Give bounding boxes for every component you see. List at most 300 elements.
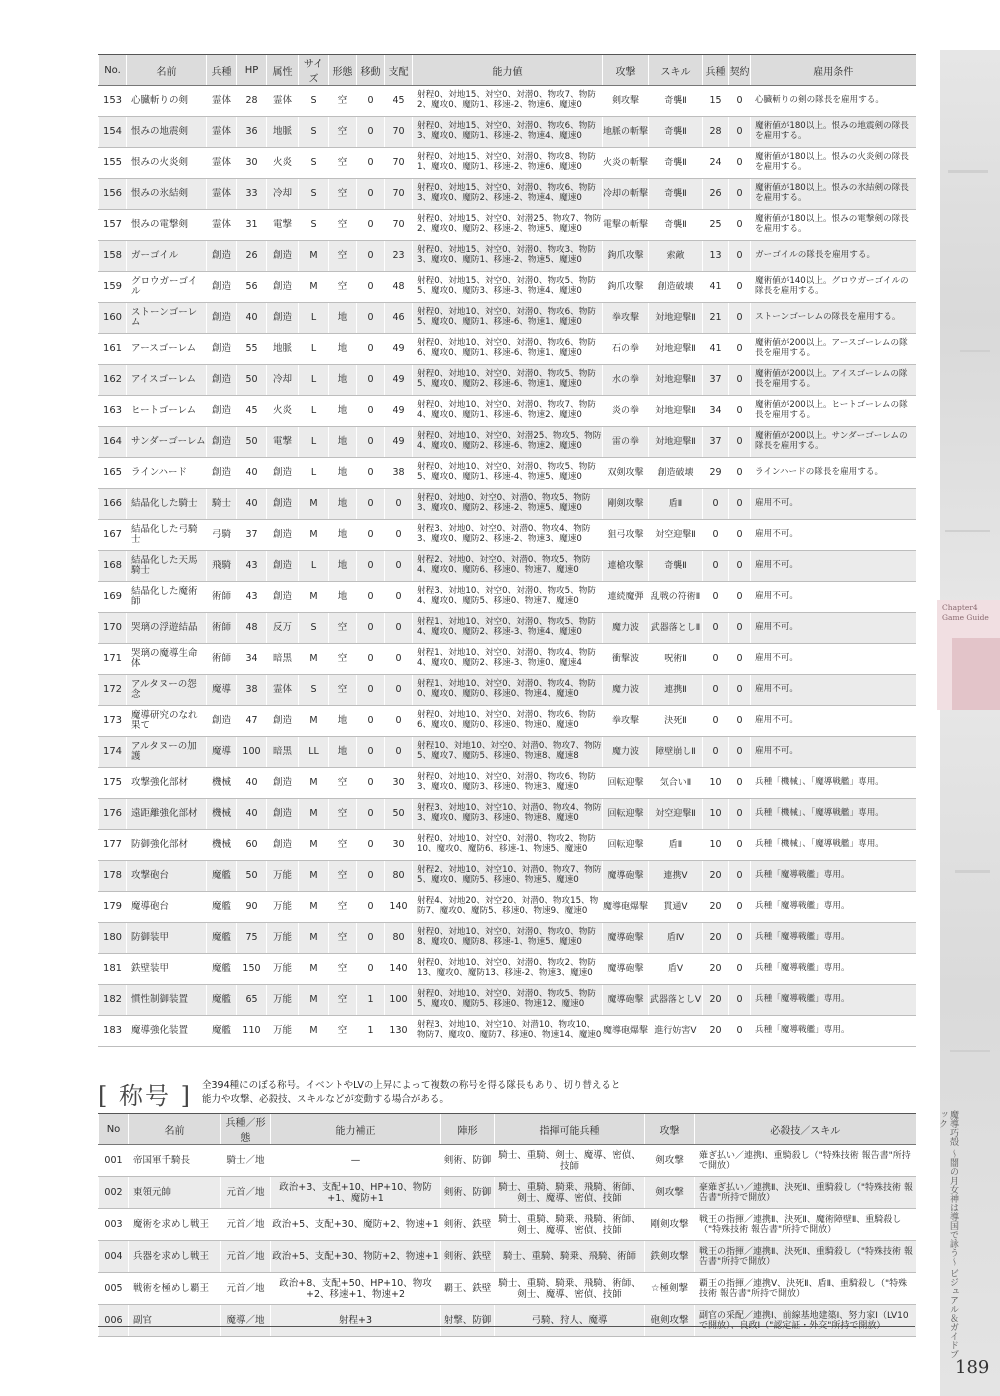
row-no: 153: [99, 86, 127, 117]
row-attack: 回転迎撃: [603, 799, 649, 830]
row-size: L: [299, 427, 329, 458]
row-count: 0: [703, 644, 729, 675]
row-size: M: [299, 985, 329, 1016]
title-bonus: 射程+3: [271, 1305, 441, 1337]
row-hp: 43: [237, 582, 267, 613]
row-form: 空: [329, 830, 357, 861]
header-move: 移動: [357, 55, 385, 86]
row-stats: 射程10、対地10、対空0、対潜0、物攻7、物防5、魔攻7、魔防5、移速0、物速8、魔速8: [413, 737, 603, 768]
table-row: [99, 148, 916, 179]
header-attack: 攻撃: [603, 55, 649, 86]
row-hp: 28: [237, 86, 267, 117]
row-element: 創造: [267, 520, 299, 551]
row-count: 34: [703, 396, 729, 427]
row-control: 38: [385, 458, 413, 489]
title-name: 副官: [129, 1305, 221, 1337]
row-control: 0: [385, 489, 413, 520]
row-size: L: [299, 458, 329, 489]
row-hp: 50: [237, 427, 267, 458]
row-stats: 射程0、対地10、対空0、対潜0、物攻6、物防6、魔攻0、魔防0、移速0、物速0、魔速0: [413, 706, 603, 737]
row-size: M: [299, 489, 329, 520]
row-count: 41: [703, 272, 729, 303]
row-condition: 魔術値が200以上。サンダーゴーレムの隊長を雇用する。: [751, 427, 916, 458]
title-header-skills: 必殺技／スキル: [695, 1114, 916, 1145]
row-contract: 0: [729, 365, 751, 396]
title-section-header: [98, 1076, 621, 1112]
row-no: 167: [99, 520, 127, 551]
row-class: 飛騎: [207, 551, 237, 582]
table-row: [99, 303, 916, 334]
row-control: 49: [385, 365, 413, 396]
row-control: 140: [385, 892, 413, 923]
title-name: 帝国軍千騎長: [129, 1145, 221, 1177]
row-control: 49: [385, 427, 413, 458]
table-row: [99, 582, 916, 613]
row-contract: 0: [729, 458, 751, 489]
row-class: 霊体: [207, 86, 237, 117]
row-size: L: [299, 396, 329, 427]
row-class: 創造: [207, 706, 237, 737]
row-hp: 90: [237, 892, 267, 923]
row-control: 46: [385, 303, 413, 334]
row-stats: 射程0、対地10、対空0、対潜0、物攻5、物防5、魔攻0、魔防2、移速-6、物速1、魔速0: [413, 365, 603, 396]
title-class: 騎士／地: [221, 1145, 271, 1177]
title-no: 003: [99, 1209, 129, 1241]
row-form: 空: [329, 179, 357, 210]
row-class: 弓騎: [207, 520, 237, 551]
row-condition: 心臓斬りの剣の隊長を雇用する。: [751, 86, 916, 117]
row-hp: 36: [237, 117, 267, 148]
row-hp: 30: [237, 148, 267, 179]
row-skill: 対空迎撃Ⅱ: [649, 520, 703, 551]
row-name: 鉄壁装甲: [127, 954, 207, 985]
row-size: S: [299, 613, 329, 644]
row-size: M: [299, 923, 329, 954]
row-contract: 0: [729, 675, 751, 706]
title-formation: 剣術、鉄壁: [441, 1209, 495, 1241]
table-row: [99, 86, 916, 117]
row-contract: 0: [729, 489, 751, 520]
row-class: 霊体: [207, 117, 237, 148]
header-hp: HP: [237, 55, 267, 86]
row-control: 30: [385, 830, 413, 861]
unit-table: [98, 54, 916, 1047]
row-form: 空: [329, 675, 357, 706]
row-move: 0: [357, 365, 385, 396]
row-stats: 射程0、対地10、対空0、対潜0、物攻5、物防5、魔攻0、魔防1、移速-4、物速5、魔速0: [413, 458, 603, 489]
row-control: 0: [385, 551, 413, 582]
row-no: 173: [99, 706, 127, 737]
header-stats: 能力値: [413, 55, 603, 86]
row-stats: 射程1、対地10、対空0、対潜0、物攻5、物防4、魔攻0、魔防2、移速-3、物速4、魔速0: [413, 613, 603, 644]
title-no: 001: [99, 1145, 129, 1177]
row-no: 165: [99, 458, 127, 489]
row-hp: 60: [237, 830, 267, 861]
table-row: [99, 830, 916, 861]
row-form: 空: [329, 210, 357, 241]
table-row: [99, 396, 916, 427]
row-class: 機械: [207, 799, 237, 830]
row-class: 術師: [207, 644, 237, 675]
row-element: 冷却: [267, 365, 299, 396]
row-class: 魔艦: [207, 861, 237, 892]
row-condition: 雇用不可。: [751, 706, 916, 737]
row-size: M: [299, 520, 329, 551]
title-class: 元首／地: [221, 1241, 271, 1273]
row-contract: 0: [729, 768, 751, 799]
row-attack: 魔導砲爆撃: [603, 1016, 649, 1047]
row-hp: 37: [237, 520, 267, 551]
header-class: 兵種: [207, 55, 237, 86]
row-class: 創造: [207, 272, 237, 303]
row-move: 0: [357, 303, 385, 334]
row-form: 空: [329, 985, 357, 1016]
row-count: 20: [703, 892, 729, 923]
row-element: 創造: [267, 489, 299, 520]
row-name: ラインハード: [127, 458, 207, 489]
row-name: 哭璃の魔導生命体: [127, 644, 207, 675]
row-element: 反万: [267, 613, 299, 644]
row-size: S: [299, 148, 329, 179]
title-class: 元首／地: [221, 1209, 271, 1241]
row-hp: 110: [237, 1016, 267, 1047]
row-stats: 射程0、対地10、対空0、対潜0、物攻6、物防6、魔攻0、魔防1、移速-6、物速1、魔速0: [413, 334, 603, 365]
row-element: 霊体: [267, 675, 299, 706]
row-name: アルタヌーの加護: [127, 737, 207, 768]
row-name: 恨みの地震剣: [127, 117, 207, 148]
row-control: 23: [385, 241, 413, 272]
row-no: 164: [99, 427, 127, 458]
header-control: 支配: [385, 55, 413, 86]
row-stats: 射程2、対地0、対空0、対潜0、物攻5、物防4、魔攻0、魔防6、移速0、物速7、魔速0: [413, 551, 603, 582]
row-class: 機械: [207, 830, 237, 861]
row-condition: 兵種「魔導戦艦」専用。: [751, 985, 916, 1016]
row-move: 0: [357, 489, 385, 520]
row-count: 0: [703, 489, 729, 520]
table-row: [99, 272, 916, 303]
row-class: 創造: [207, 303, 237, 334]
row-move: 0: [357, 210, 385, 241]
row-move: 0: [357, 117, 385, 148]
row-name: 恨みの氷結剣: [127, 179, 207, 210]
header-form: 形態: [329, 55, 357, 86]
title-bonus: 政治+8、支配+50、HP+10、物攻+2、移速+1、物速+2: [271, 1273, 441, 1305]
row-skill: 奇襲Ⅱ: [649, 117, 703, 148]
table-row: [99, 1016, 916, 1047]
row-attack: 魔導砲撃: [603, 985, 649, 1016]
row-form: 空: [329, 954, 357, 985]
row-stats: 射程1、対地10、対空0、対潜0、物攻4、物防0、魔攻0、魔防0、移速0、物速4、魔速0: [413, 675, 603, 706]
row-move: 0: [357, 737, 385, 768]
row-skill: 奇襲Ⅱ: [649, 148, 703, 179]
row-control: 49: [385, 396, 413, 427]
row-control: 50: [385, 799, 413, 830]
row-move: 1: [357, 1016, 385, 1047]
row-stats: 射程0、対地10、対空0、対潜0、物攻0、物防8、魔攻0、魔防8、移速-1、物速5、魔速0: [413, 923, 603, 954]
row-condition: 兵種「魔導戦艦」専用。: [751, 923, 916, 954]
row-condition: 兵種「魔導戦艦」専用。: [751, 861, 916, 892]
row-attack: 剣攻撃: [603, 86, 649, 117]
row-condition: 兵種「機械」、「魔導戦艦」専用。: [751, 830, 916, 861]
row-contract: 0: [729, 396, 751, 427]
row-size: M: [299, 861, 329, 892]
row-form: 地: [329, 489, 357, 520]
row-stats: 射程2、対地10、対空10、対潜0、物攻7、物防5、魔攻0、魔防5、移速0、物速5、魔速0: [413, 861, 603, 892]
row-element: 冷却: [267, 179, 299, 210]
row-count: 28: [703, 117, 729, 148]
header-count: 兵種: [703, 55, 729, 86]
title-table-body: [99, 1145, 916, 1337]
table-row: [99, 923, 916, 954]
row-attack: 拳攻撃: [603, 303, 649, 334]
row-count: 15: [703, 86, 729, 117]
row-hp: 33: [237, 179, 267, 210]
row-form: 空: [329, 923, 357, 954]
title-command: 騎士、重騎、剣士、魔導、密偵、技師: [495, 1145, 645, 1177]
row-move: 0: [357, 830, 385, 861]
row-size: M: [299, 954, 329, 985]
row-no: 154: [99, 117, 127, 148]
row-size: L: [299, 551, 329, 582]
row-form: 空: [329, 86, 357, 117]
row-skill: 武器落としⅤ: [649, 985, 703, 1016]
row-contract: 0: [729, 861, 751, 892]
row-skill: 呪術Ⅱ: [649, 644, 703, 675]
title-name: 魔術を求めし戦王: [129, 1209, 221, 1241]
header-contract: 契約: [729, 55, 751, 86]
row-size: S: [299, 117, 329, 148]
table-row: [99, 613, 916, 644]
title-formation: 覇王、鉄壁: [441, 1273, 495, 1305]
row-no: 172: [99, 675, 127, 706]
row-class: 魔艦: [207, 1016, 237, 1047]
row-name: 魔導研究のなれ果て: [127, 706, 207, 737]
row-skill: 気合いⅡ: [649, 768, 703, 799]
row-hp: 150: [237, 954, 267, 985]
table-row: [99, 489, 916, 520]
row-contract: 0: [729, 582, 751, 613]
title-header-bonus: 能力補正: [271, 1114, 441, 1145]
row-count: 0: [703, 551, 729, 582]
row-skill: 盾Ⅱ: [649, 489, 703, 520]
row-hp: 45: [237, 396, 267, 427]
row-form: 地: [329, 458, 357, 489]
row-skill: 奇襲Ⅱ: [649, 179, 703, 210]
table-row: [99, 892, 916, 923]
row-condition: 兵種「魔導戦艦」専用。: [751, 892, 916, 923]
title-attack: 剣攻撃: [645, 1145, 695, 1177]
row-control: 80: [385, 923, 413, 954]
row-condition: 雇用不可。: [751, 582, 916, 613]
row-skill: 対地迎撃Ⅱ: [649, 303, 703, 334]
row-condition: 雇用不可。: [751, 520, 916, 551]
row-no: 182: [99, 985, 127, 1016]
row-element: 万能: [267, 892, 299, 923]
row-skill: 索敵: [649, 241, 703, 272]
row-hp: 50: [237, 861, 267, 892]
title-formation: 剣術、防御: [441, 1177, 495, 1209]
row-attack: 魔導砲爆撃: [603, 892, 649, 923]
row-hp: 56: [237, 272, 267, 303]
row-control: 80: [385, 861, 413, 892]
table-row: [99, 1145, 916, 1177]
row-attack: 冷却の斬撃: [603, 179, 649, 210]
header-skill: スキル: [649, 55, 703, 86]
row-control: 0: [385, 613, 413, 644]
row-count: 37: [703, 365, 729, 396]
row-attack: 回転迎撃: [603, 830, 649, 861]
row-class: 霊体: [207, 148, 237, 179]
table-row: [99, 1305, 916, 1337]
chapter-label: Chapter4 Game Guide: [942, 603, 989, 622]
row-form: 地: [329, 396, 357, 427]
title-no: 004: [99, 1241, 129, 1273]
row-hp: 38: [237, 675, 267, 706]
row-name: 結晶化した騎士: [127, 489, 207, 520]
row-element: 創造: [267, 768, 299, 799]
row-element: 創造: [267, 241, 299, 272]
table-row: [99, 861, 916, 892]
row-name: 結晶化した天馬騎士: [127, 551, 207, 582]
row-skill: 創造破壊: [649, 272, 703, 303]
row-size: L: [299, 303, 329, 334]
row-condition: 魔術値が200以上。アイスゴーレムの隊長を雇用する。: [751, 365, 916, 396]
table-row: [99, 985, 916, 1016]
row-contract: 0: [729, 1016, 751, 1047]
row-control: 49: [385, 334, 413, 365]
row-attack: 連槍攻撃: [603, 551, 649, 582]
row-element: 創造: [267, 303, 299, 334]
row-condition: ストーンゴーレムの隊長を雇用する。: [751, 303, 916, 334]
row-stats: 射程0、対地15、対空0、対潜0、物攻6、物防3、魔攻0、魔防2、移速-2、物速4、魔速0: [413, 179, 603, 210]
row-count: 37: [703, 427, 729, 458]
row-no: 177: [99, 830, 127, 861]
row-name: 防御装甲: [127, 923, 207, 954]
row-count: 10: [703, 799, 729, 830]
title-formation: 剣術、防御: [441, 1145, 495, 1177]
row-stats: 射程3、対地10、対空10、対潜0、物攻4、物防3、魔攻0、魔防3、移速0、物速8、魔速0: [413, 799, 603, 830]
row-move: 0: [357, 427, 385, 458]
row-no: 168: [99, 551, 127, 582]
row-control: 45: [385, 86, 413, 117]
row-contract: 0: [729, 427, 751, 458]
row-form: 地: [329, 520, 357, 551]
title-class: 元首／地: [221, 1177, 271, 1209]
row-contract: 0: [729, 210, 751, 241]
row-skill: 対地迎撃Ⅱ: [649, 365, 703, 396]
row-condition: 雇用不可。: [751, 613, 916, 644]
row-element: 万能: [267, 1016, 299, 1047]
row-name: 攻撃強化部材: [127, 768, 207, 799]
row-skill: 乱戦の符術Ⅱ: [649, 582, 703, 613]
row-name: グロウガーゴイル: [127, 272, 207, 303]
row-class: 創造: [207, 427, 237, 458]
row-move: 0: [357, 861, 385, 892]
row-condition: 雇用不可。: [751, 489, 916, 520]
table-row: [99, 675, 916, 706]
row-element: 火炎: [267, 148, 299, 179]
row-stats: 射程0、対地10、対空0、対潜0、物攻2、物防10、魔攻0、魔防6、移速-1、物速5、魔速0: [413, 830, 603, 861]
row-size: M: [299, 1016, 329, 1047]
header-size: サイズ: [299, 55, 329, 86]
row-no: 171: [99, 644, 127, 675]
row-element: 創造: [267, 551, 299, 582]
row-element: 万能: [267, 954, 299, 985]
row-condition: 魔術値が140以上。グロウガーゴイルの隊長を雇用する。: [751, 272, 916, 303]
row-stats: 射程0、対地15、対空0、対潜25、物攻7、物防2、魔攻0、魔防2、移速-2、物速5、魔速0: [413, 210, 603, 241]
title-command: 騎士、重騎、騎乗、飛騎、術師、剣士、魔導、密偵、技師: [495, 1209, 645, 1241]
row-element: 霊体: [267, 86, 299, 117]
row-name: アイスゴーレム: [127, 365, 207, 396]
row-contract: 0: [729, 613, 751, 644]
row-element: 万能: [267, 861, 299, 892]
row-attack: 魔力波: [603, 675, 649, 706]
row-contract: 0: [729, 985, 751, 1016]
row-form: 空: [329, 272, 357, 303]
row-attack: 魔力波: [603, 613, 649, 644]
row-condition: ガーゴイルの隊長を雇用する。: [751, 241, 916, 272]
page-number: 189: [955, 1357, 990, 1378]
row-contract: 0: [729, 520, 751, 551]
row-hp: 55: [237, 334, 267, 365]
title-header-class: 兵種／形態: [221, 1114, 271, 1145]
row-stats: 射程0、対地15、対空0、対潜0、物攻7、物防2、魔攻0、魔防1、移速-2、物速6、魔速0: [413, 86, 603, 117]
table-row: [99, 520, 916, 551]
row-no: 181: [99, 954, 127, 985]
row-form: 地: [329, 334, 357, 365]
row-contract: 0: [729, 737, 751, 768]
row-attack: 火炎の斬撃: [603, 148, 649, 179]
row-hp: 34: [237, 644, 267, 675]
row-attack: 回転迎撃: [603, 768, 649, 799]
title-bonus: —: [271, 1145, 441, 1177]
row-move: 0: [357, 799, 385, 830]
row-contract: 0: [729, 954, 751, 985]
header-element: 属性: [267, 55, 299, 86]
row-stats: 射程3、対地10、対空0、対潜0、物攻5、物防4、魔攻0、魔防5、移速0、物速7、魔速0: [413, 582, 603, 613]
row-size: S: [299, 675, 329, 706]
row-control: 70: [385, 210, 413, 241]
row-condition: 兵種「魔導戦艦」専用。: [751, 954, 916, 985]
row-stats: 射程0、対地15、対空0、対潜0、物攻5、物防5、魔攻0、魔防3、移速-3、物速4、魔速0: [413, 272, 603, 303]
row-form: 空: [329, 861, 357, 892]
row-size: S: [299, 210, 329, 241]
row-name: 哭璃の浮遊結晶: [127, 613, 207, 644]
table-row: [99, 1209, 916, 1241]
header-condition: 雇用条件: [751, 55, 916, 86]
row-class: 機械: [207, 768, 237, 799]
divider: [98, 1326, 915, 1327]
row-attack: 衝撃波: [603, 644, 649, 675]
row-name: 遠距離強化部材: [127, 799, 207, 830]
row-attack: 双剣攻撃: [603, 458, 649, 489]
table-row: [99, 768, 916, 799]
title-attack: 剣攻撃: [645, 1177, 695, 1209]
row-condition: 魔術値が180以上。恨みの電撃剣の隊長を雇用する。: [751, 210, 916, 241]
title-no: 002: [99, 1177, 129, 1209]
row-attack: 魔導砲撃: [603, 861, 649, 892]
row-count: 25: [703, 210, 729, 241]
table-row: [99, 458, 916, 489]
title-skills: 戦王の指揮／連携Ⅱ、決死Ⅱ、重騎殺し（"特殊技術 報告書"所持で開放）: [695, 1241, 916, 1273]
row-name: 魔導強化装置: [127, 1016, 207, 1047]
row-hp: 50: [237, 365, 267, 396]
row-skill: 武器落としⅡ: [649, 613, 703, 644]
row-stats: 射程0、対地10、対空0、対潜0、物攻6、物防5、魔攻0、魔防1、移速-6、物速1、魔速0: [413, 303, 603, 334]
row-move: 0: [357, 520, 385, 551]
row-attack: 電撃の斬撃: [603, 210, 649, 241]
row-condition: 魔術値が200以上。ヒートゴーレムの隊長を雇用する。: [751, 396, 916, 427]
